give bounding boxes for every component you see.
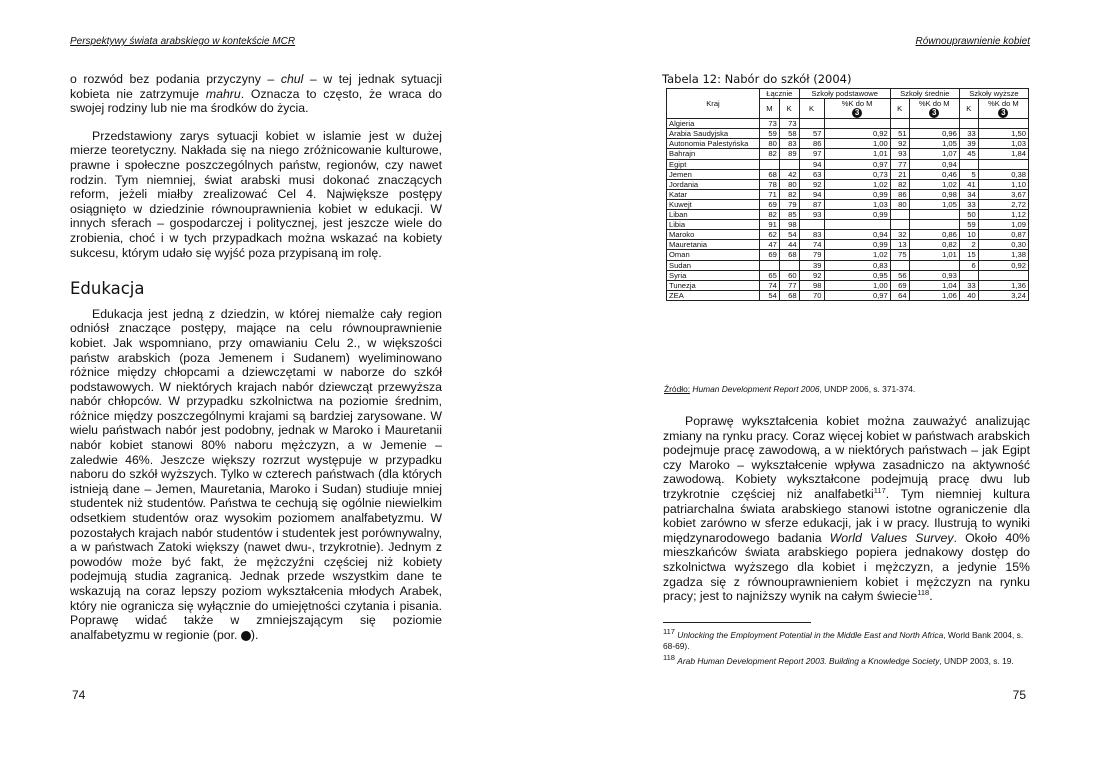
cell-value: 54: [760, 290, 780, 300]
ratio-label: %K do M: [918, 99, 950, 109]
cell-value: [959, 159, 978, 169]
cell-value: 0,93: [909, 270, 959, 280]
note-badge: 3: [998, 108, 1008, 118]
table-row: [667, 260, 1029, 270]
cell-country: Katar: [667, 189, 760, 199]
right-page: [550, 0, 1100, 777]
survey-title: World Values Survey: [829, 530, 954, 545]
cell-value: 0,94: [824, 230, 890, 240]
cell-value: 77: [890, 159, 909, 169]
cell-value: 5: [959, 169, 978, 179]
cell-value: 15: [959, 250, 978, 260]
cell-value: 0,30: [978, 240, 1028, 250]
cell-value: 3,67: [978, 189, 1028, 199]
cell-value: 83: [779, 139, 799, 149]
cell-value: 78: [760, 179, 780, 189]
cell-value: 42: [779, 169, 799, 179]
subheader-m: M: [760, 99, 780, 119]
cell-country: Libia: [667, 220, 760, 230]
cell-value: [779, 260, 799, 270]
table-row: [667, 189, 1029, 199]
header-total: Łącznie: [760, 89, 800, 99]
cell-value: [978, 119, 1028, 129]
cell-value: 92: [799, 179, 824, 189]
cell-country: Liban: [667, 210, 760, 220]
table-caption: Tabela 12: Nabór do szkół (2004): [662, 72, 852, 86]
cell-value: 92: [799, 270, 824, 280]
cell-value: 68: [779, 290, 799, 300]
cell-value: 33: [959, 129, 978, 139]
cell-value: [779, 159, 799, 169]
cell-value: 39: [799, 260, 824, 270]
cell-value: [909, 210, 959, 220]
cell-value: [890, 210, 909, 220]
cell-value: 1,36: [978, 280, 1028, 290]
cell-value: 1,50: [978, 129, 1028, 139]
cell-value: 0,86: [909, 230, 959, 240]
subheader-k: K: [959, 99, 978, 119]
text: . Około 40% mieszkańców świata arabskiego popiera jednakowy dostęp do szkolnictwa wyższego dla kobiet i mężczyzn, a jedynie 15% zgadza się z równouprawnieniem kobiet i mężczyzn na rynku pracy; jest to najniższy wynik na całym świecie: [663, 530, 1030, 604]
cell-value: 85: [779, 210, 799, 220]
cell-value: 1,04: [909, 280, 959, 290]
cell-value: 86: [799, 139, 824, 149]
cell-country: Tunezja: [667, 280, 760, 290]
table-row: [667, 240, 1029, 250]
cell-value: 1,84: [978, 149, 1028, 159]
cell-value: 62: [760, 230, 780, 240]
cell-country: Sudan: [667, 260, 760, 270]
cell-value: 69: [890, 280, 909, 290]
cell-value: 68: [779, 250, 799, 260]
cell-value: [890, 260, 909, 270]
cell-country: Oman: [667, 250, 760, 260]
cell-value: 87: [799, 199, 824, 209]
cell-value: 1,01: [824, 149, 890, 159]
cell-value: 0,98: [909, 189, 959, 199]
text: ).: [250, 627, 259, 642]
header-primary: Szkoły podstawowe: [799, 89, 890, 99]
source-rest: , UNDP 2006, s. 371-374.: [819, 384, 916, 394]
page-number-right: 75: [1012, 688, 1026, 702]
cell-value: 0,95: [824, 270, 890, 280]
cell-value: 58: [779, 129, 799, 139]
cell-value: 59: [760, 129, 780, 139]
source-label: Źródło:: [664, 384, 691, 394]
text: . Tym niemniej kultura patriarchalna świata arabskiego stanowi istotne ograniczenie dla kobiet zarówno w sferze edukacji, jak i w pracy. Ilustrują to wyniki międzynarodowego badania: [663, 486, 1030, 545]
table-row: [667, 169, 1029, 179]
cell-country: Bahrajn: [667, 149, 760, 159]
cell-value: 86: [890, 189, 909, 199]
cell-value: 34: [959, 189, 978, 199]
header-country: Kraj: [667, 89, 760, 119]
subheader-k: K: [779, 99, 799, 119]
cell-value: 0,99: [824, 210, 890, 220]
cell-value: 1,03: [978, 139, 1028, 149]
cell-value: 69: [760, 250, 780, 260]
cell-value: 64: [890, 290, 909, 300]
cell-value: 1,09: [978, 220, 1028, 230]
cell-value: 39: [959, 139, 978, 149]
cell-value: 1,02: [824, 179, 890, 189]
header-secondary: Szkoły średnie: [890, 89, 959, 99]
cell-value: 1,02: [909, 179, 959, 189]
cell-value: 0,99: [824, 240, 890, 250]
footnote-title: Arab Human Development Report 2003. Building a Knowledge Society: [677, 656, 940, 666]
text: Poprawę wykształcenia kobiet można zauważyć analizując zmiany na rynku pracy. Coraz więcej kobiet w państwach arabskich podejmuje pracę zawodową, a w niektórych państwach – jak Egipt czy Maroko – wykształcenie wpływa zasadniczo na aktywność zawodową. Kobiety wykształcone podejmują pracę dwu lub trzykrotnie częściej niż analfabetki: [663, 414, 1030, 501]
cell-value: 0,92: [978, 260, 1028, 270]
cell-country: Syria: [667, 270, 760, 280]
cell-country: Mauretania: [667, 240, 760, 250]
cell-value: 1,00: [824, 280, 890, 290]
cell-country: Kuwejt: [667, 199, 760, 209]
cell-value: 82: [760, 149, 780, 159]
cell-value: 57: [799, 129, 824, 139]
table-source: [664, 384, 915, 394]
text: o rozwód bez podania przyczyny –: [70, 72, 281, 86]
cell-value: 10: [959, 230, 978, 240]
cell-value: 79: [779, 199, 799, 209]
note-badge: 3: [852, 108, 862, 118]
cell-value: 79: [799, 250, 824, 260]
cell-value: 0,87: [978, 230, 1028, 240]
table-row: [667, 179, 1029, 189]
subheader-k: K: [799, 99, 824, 119]
table-row: [667, 119, 1029, 129]
footnote-rest: , UNDP 2003, s. 19.: [939, 656, 1014, 666]
term-mahr: mahru: [205, 86, 241, 101]
cell-value: 0,92: [824, 129, 890, 139]
footnote-number: 118: [663, 653, 675, 663]
cell-value: 1,07: [909, 149, 959, 159]
cell-country: ZEA: [667, 290, 760, 300]
table-row: [667, 149, 1029, 159]
right-text-column: [663, 414, 1030, 604]
cell-value: [824, 119, 890, 129]
ratio-label: %K do M: [841, 99, 873, 109]
cell-value: 70: [799, 290, 824, 300]
cell-value: 98: [799, 280, 824, 290]
cell-value: 93: [890, 149, 909, 159]
cell-value: 0,82: [909, 240, 959, 250]
table-row: [667, 290, 1029, 300]
text: . Oznacza to często, że wraca do swojej rodziny lub nie ma środków do życia.: [70, 86, 443, 116]
cell-value: 80: [760, 139, 780, 149]
table-row: [667, 159, 1029, 169]
table-row: [667, 280, 1029, 290]
cell-value: 98: [779, 220, 799, 230]
cell-value: 1,00: [824, 139, 890, 149]
footnote-separator: [663, 622, 811, 623]
cell-value: 82: [779, 189, 799, 199]
cell-value: [760, 159, 780, 169]
footnote-117: [663, 627, 1033, 652]
cell-country: Autonomia Palestyńska: [667, 139, 760, 149]
table-row: [667, 250, 1029, 260]
cell-value: [959, 119, 978, 129]
cell-value: 2: [959, 240, 978, 250]
cell-value: 69: [760, 199, 780, 209]
cell-value: 0,38: [978, 169, 1028, 179]
cell-value: 60: [779, 270, 799, 280]
text: – w tej jednak sytuacji kobieta nie zatrzymuje: [70, 72, 443, 101]
cell-value: 40: [959, 290, 978, 300]
cell-value: 2,72: [978, 199, 1028, 209]
paragraph-3: [70, 307, 442, 643]
note-badge: 3: [929, 108, 939, 118]
cell-value: 59: [959, 220, 978, 230]
cell-value: [909, 119, 959, 129]
cell-value: [959, 270, 978, 280]
ratio-label: %K do M: [987, 99, 1019, 109]
cell-value: 33: [959, 199, 978, 209]
cell-country: Jemen: [667, 169, 760, 179]
subheader-k: K: [890, 99, 909, 119]
footnote-118: [663, 653, 1033, 667]
table-row: [667, 139, 1029, 149]
source-title: Human Development Report 2006: [692, 384, 820, 394]
paragraph-2: Przedstawiony zarys sytuacji kobiet w islamie jest w dużej mierze teoretyczny. Nakłada się na niego zróżnicowanie kulturowe, prawne i społeczne poszczególnych państw, regionów, czy nawet rodzin. Tym niemniej, świat arabski musi dokonać znaczących reform, jeżeli miałby zrealizować Cel 4. Największe postępy osiągnięto w dziedzinie równouprawnienia kobiet w edukacji. W innych sferach – gospodarczej i politycznej, jest jeszcze wiele do zrobienia, choć i w tych przypadkach można wskazać na kobiety sukcesu, którym udało się wyjść poza przypisaną im rolę.: [70, 128, 442, 260]
table-row: [667, 129, 1029, 139]
cell-value: 0,46: [909, 169, 959, 179]
cell-value: 89: [779, 149, 799, 159]
cell-value: 74: [799, 240, 824, 250]
table-body: [667, 119, 1029, 301]
cell-value: 33: [959, 280, 978, 290]
cell-value: 1,06: [909, 290, 959, 300]
cell-value: 1,05: [909, 199, 959, 209]
cell-value: 45: [959, 149, 978, 159]
cell-value: 94: [799, 189, 824, 199]
cell-value: [824, 220, 890, 230]
cell-value: 44: [779, 240, 799, 250]
cell-value: [799, 220, 824, 230]
cell-value: 73: [779, 119, 799, 129]
cell-value: 83: [799, 230, 824, 240]
cell-country: Jordania: [667, 179, 760, 189]
cell-value: 94: [799, 159, 824, 169]
cell-value: 1,10: [978, 179, 1028, 189]
cell-value: 0,97: [824, 290, 890, 300]
footnote-title: Unlocking the Employment Potential in the Middle East and North Africa: [677, 630, 944, 640]
cell-value: [890, 119, 909, 129]
header-higher: Szkoły wyższe: [959, 89, 1028, 99]
footnote-rest: , World Bank 2004, s. 68-69).: [663, 630, 1024, 651]
cell-value: [909, 220, 959, 230]
cell-value: 92: [890, 139, 909, 149]
text: .: [929, 589, 933, 604]
cell-value: 63: [799, 169, 824, 179]
cell-value: 1,38: [978, 250, 1028, 260]
cell-value: 91: [760, 220, 780, 230]
table-row: [667, 220, 1029, 230]
cell-country: Egipt: [667, 159, 760, 169]
cell-value: 80: [779, 179, 799, 189]
cell-value: [978, 159, 1028, 169]
page-number-left: 74: [72, 688, 86, 702]
cell-value: 54: [779, 230, 799, 240]
cell-value: 47: [760, 240, 780, 250]
cell-country: Algieria: [667, 119, 760, 129]
cell-value: 1,02: [824, 250, 890, 260]
cell-value: 82: [890, 179, 909, 189]
subheader-ratio: [909, 99, 959, 119]
cell-value: [760, 260, 780, 270]
section-heading: Edukacja: [70, 279, 145, 299]
cell-value: 75: [890, 250, 909, 260]
cell-value: 6: [959, 260, 978, 270]
cell-value: 0,96: [909, 129, 959, 139]
cell-value: 32: [890, 230, 909, 240]
term-chul: chul: [280, 72, 304, 86]
table-row: [667, 199, 1029, 209]
subheader-ratio: [978, 99, 1028, 119]
cell-value: 97: [799, 149, 824, 159]
text: Edukacja jest jedną z dziedzin, w której niemalże cały region odniósł znaczące postępy, mające na celu równouprawnienie kobiet. Jak wspomniano, przy omawianiu Celu 2., w większości państw arabskich (poza Jemenem i Sudanem) wyeliminowano różnice między chłopcami a dziewczętami w naborze do szkół podstawowych. W niektórych krajach nabór dziewcząt przewyższa nabór chłopców. W przypadku szkolnictwa na poziomie średnim, różnice między poszczególnymi krajami są bardziej zarysowane. W wielu państwach nabór jest podobny, jednak w Maroko i Mauretanii nabór kobiet stanowi 80% naboru mężczyzn, a w Jemenie – zaledwie 46%. Jeszcze większy rozrzut występuje w przypadku naboru do szkół wyższych. Tylko w czterech państwach (dla których istnieją dane – Jemen, Mauretania, Maroko i Sudan) studiuje mniej studentek niż studentów. Państwa te cechują się ogólnie niewielkim odsetkiem studentów oraz wysokim poziomem analfabetyzmu. W pozostałych krajach nabór studentów i studentek jest porównywalny, a w państwach Zatoki większy (nawet dwu-, trzykrotnie). Jednym z powodów może być fakt, że mężczyźni częściej niż kobiety podejmują studia zagranicą. Jednak przede wszystkim dane te wskazują na coraz lepszy poziom wykształcenia młodych Arabek, który nie ogranicza się wyłącznie do umiejętności czytania i pisania. Poprawę widać także w zmniejszającym się poziomie analfabetyzmu w regionie (por.: [70, 306, 442, 642]
cell-value: 82: [760, 210, 780, 220]
cell-value: 0,99: [824, 189, 890, 199]
cell-value: 1,03: [824, 199, 890, 209]
cell-value: 73: [760, 119, 780, 129]
cell-value: 13: [890, 240, 909, 250]
cell-value: 50: [959, 210, 978, 220]
cell-value: 68: [760, 169, 780, 179]
left-text-column: [70, 72, 442, 642]
paragraph-1: [70, 72, 442, 116]
cell-value: [978, 270, 1028, 280]
cell-value: 0,97: [824, 159, 890, 169]
cell-value: 1,12: [978, 210, 1028, 220]
figure-ref-badge: 2: [241, 631, 251, 641]
cell-value: 65: [760, 270, 780, 280]
cell-value: 0,83: [824, 260, 890, 270]
footnote-ref-118: 118: [917, 588, 930, 598]
cell-value: [799, 119, 824, 129]
cell-value: 71: [760, 189, 780, 199]
cell-value: 93: [799, 210, 824, 220]
cell-value: 1,01: [909, 250, 959, 260]
left-running-head: Perspektywy świata arabskiego w kontekście MCR: [70, 36, 296, 47]
cell-value: 80: [890, 199, 909, 209]
cell-value: [909, 260, 959, 270]
cell-value: 74: [760, 280, 780, 290]
cell-value: 77: [779, 280, 799, 290]
table-row: [667, 230, 1029, 240]
table-row: [667, 270, 1029, 280]
cell-value: [890, 220, 909, 230]
cell-value: 1,05: [909, 139, 959, 149]
cell-value: 56: [890, 270, 909, 280]
paragraph-right: [663, 414, 1030, 604]
enrollment-table: [666, 88, 1029, 301]
cell-value: 3,24: [978, 290, 1028, 300]
subheader-ratio: [824, 99, 890, 119]
right-running-head: Równouprawnienie kobiet: [915, 36, 1030, 47]
cell-value: 21: [890, 169, 909, 179]
cell-country: Arabia Saudyjska: [667, 129, 760, 139]
footnote-ref-117: 117: [873, 485, 886, 495]
table-row: [667, 210, 1029, 220]
cell-value: 51: [890, 129, 909, 139]
footnote-number: 117: [663, 627, 675, 637]
cell-value: 41: [959, 179, 978, 189]
cell-value: 0,73: [824, 169, 890, 179]
cell-country: Maroko: [667, 230, 760, 240]
cell-value: 0,94: [909, 159, 959, 169]
